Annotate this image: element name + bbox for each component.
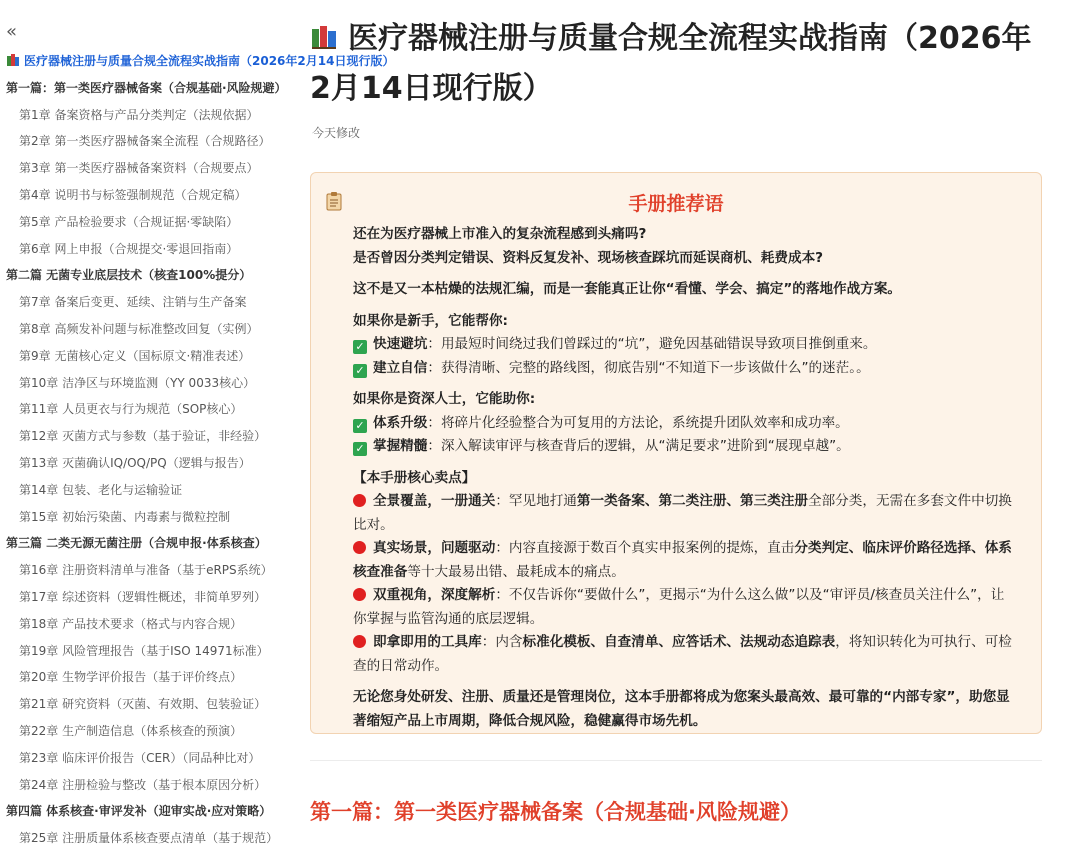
recommendation-callout	[310, 172, 1042, 734]
checkmark-icon: ✓	[353, 442, 367, 456]
benefit-item: ✓ 体系升级：将碎片化经验整合为可复用的方法论，系统提升团队效率和成功率。	[353, 412, 1013, 436]
toc-chapter-item[interactable]	[0, 343, 262, 370]
toc-item-label: 第25章 注册质量体系核查要点清单（基于规范）	[19, 831, 279, 846]
books-icon	[6, 54, 20, 66]
toc-chapter-item[interactable]	[0, 772, 267, 799]
toc-chapter-item[interactable]	[0, 611, 262, 638]
toc-item-label: 医疗器械注册与质量合规全流程实战指南（2026年2月14日现行版）	[24, 54, 395, 68]
toc-item-label: 第17章 综述资料（逻辑性概述，非简单罗列）	[19, 589, 267, 604]
selling-point: 双重视角，深度解析：不仅告诉你“要做什么”，更揭示“为什么这么做”以及“审评员/核查员关注什么”，让你掌握与监管沟通的底层逻辑。	[353, 587, 1005, 627]
selling-point: 即拿即用的工具库：内含标准化模板、自查清单、应答话术、法规动态追踪表，将知识转化为可执行、可检查的日常动作。	[353, 634, 1012, 674]
callout-body	[353, 223, 1013, 733]
toc-item-label: 第13章 灭菌确认IQ/OQ/PQ（逻辑与报告）	[19, 455, 251, 470]
callout-title: 手册推荐语	[628, 193, 724, 215]
toc-item-label: 第一篇：第一类医疗器械备案（合规基础·风险规避）	[6, 80, 287, 95]
toc-chapter-item[interactable]	[0, 236, 262, 263]
toc-item-label: 第14章 包装、老化与运输验证	[19, 482, 183, 497]
toc-chapter-item[interactable]	[0, 477, 262, 504]
toc-part-heading[interactable]	[0, 75, 287, 102]
toc-item-label: 第20章 生物学评价报告（基于评价终点）	[19, 670, 243, 685]
toc-chapter-item[interactable]	[0, 396, 262, 423]
toc-item-label: 第10章 洁净区与环境监测（YY 0033核心）	[19, 375, 256, 390]
red-circle-icon	[353, 588, 366, 601]
toc-chapter-item[interactable]	[0, 155, 262, 182]
toc-item-label: 第2章 第一类医疗器械备案全流程（合规路径）	[19, 134, 271, 149]
toc-chapter-item[interactable]	[0, 289, 262, 316]
toc-item-label: 第22章 生产制造信息（体系核查的预演）	[19, 723, 243, 738]
selling-point: 真实场景，问题驱动：内容直接源于数百个真实申报案例的提炼，直击分类判定、临床评价路径选择、体系核查准备等十大最易出错、最耗成本的痛点。	[353, 540, 1012, 580]
collapse-sidebar-icon[interactable]: «	[6, 21, 18, 42]
toc-chapter-item[interactable]	[0, 718, 262, 745]
toc-part-heading[interactable]	[0, 530, 267, 557]
toc-item-label: 第8章 高频发补问题与标准整改回复（实例）	[19, 321, 259, 336]
toc-item-label: 第12章 灭菌方式与参数（基于验证，非经验）	[19, 429, 267, 444]
toc-item-label: 第1章 备案资格与产品分类判定（法规依据）	[19, 107, 259, 122]
page-title	[310, 14, 1050, 114]
toc-part-heading[interactable]	[0, 798, 272, 825]
toc-item-label: 第24章 注册检验与整改（基于根本原因分析）	[19, 777, 267, 792]
toc-chapter-item[interactable]	[0, 504, 262, 531]
senior-heading: 如果你是资深人士，它能助你:	[353, 391, 536, 407]
toc-item-label: 第15章 初始污染菌、内毒素与微粒控制	[19, 509, 231, 524]
newbie-heading: 如果你是新手，它能帮你:	[353, 312, 508, 329]
toc-chapter-item[interactable]	[0, 584, 267, 611]
toc-chapter-item[interactable]	[0, 557, 273, 584]
toc-part-heading[interactable]	[0, 262, 262, 289]
toc-chapter-item[interactable]	[0, 316, 262, 343]
toc-chapter-item[interactable]	[0, 370, 262, 397]
toc-chapter-item[interactable]	[0, 745, 262, 772]
benefit-item: ✓ 掌握精髓：深入解读审评与核查背后的逻辑，从“满足要求”进阶到“展现卓越”。	[353, 435, 1013, 459]
toc-chapter-item[interactable]	[0, 423, 267, 450]
toc-item-label: 第三篇 二类无源无菌注册（合规申报·体系核查）	[6, 536, 267, 551]
toc-item-label: 第7章 备案后变更、延续、注销与生产备案	[19, 295, 247, 310]
toc-item-label: 第6章 网上申报（合规提交·零退回指南）	[19, 241, 239, 256]
benefit-item: ✓ 快速避坑：用最短时间绕过我们曾踩过的“坑”，避免因基础错误导致项目推倒重来。	[353, 333, 1013, 357]
toc-item-label: 第18章 产品技术要求（格式与内容合规）	[19, 616, 243, 631]
books-icon	[310, 23, 340, 51]
toc-item-label: 第4章 说明书与标签强制规范（合规定稿）	[19, 187, 247, 202]
toc-chapter-item[interactable]	[0, 128, 271, 155]
checkmark-icon: ✓	[353, 419, 367, 433]
toc-chapter-item[interactable]	[0, 182, 262, 209]
question-line: 还在为医疗器械上市准入的复杂流程感到头痛吗?	[353, 226, 647, 242]
toc-item-label: 第11章 人员更衣与行为规范（SOP核心）	[19, 402, 243, 417]
toc-item-label: 第3章 第一类医疗器械备案资料（合规要点）	[19, 161, 259, 176]
benefit-item: ✓ 建立自信：获得清晰、完整的路线图，彻底告别“不知道下一步该做什么”的迷茫。。	[353, 357, 1013, 381]
core-selling-points-heading: 【本手册核心卖点】	[353, 469, 476, 486]
intro-line: 这不是又一本枯燥的法规汇编，而是一套能真正让你“看懂、学会、搞定”的落地作战方案。	[353, 281, 902, 297]
closing-paragraph: 无论您身处研发、注册、质量还是管理岗位，这本手册都将成为您案头最高效、最可靠的“内部专家”，助您显著缩短产品上市周期，降低合规风险，稳健赢得市场先机。	[353, 689, 1010, 729]
toc-item-label: 第二篇 无菌专业底层技术（核查100%提分）	[6, 268, 252, 283]
red-circle-icon	[353, 635, 366, 648]
checkmark-icon: ✓	[353, 364, 367, 378]
toc-item-label: 第21章 研究资料（灭菌、有效期、包装验证）	[19, 697, 267, 712]
selling-point: 全景覆盖，一册通关：罕见地打通第一类备案、第二类注册、第三类注册全部分类，无需在多套文件中切换比对。	[353, 493, 1012, 533]
toc-document-title[interactable]	[0, 48, 395, 75]
toc-chapter-item[interactable]	[0, 450, 262, 477]
toc-item-label: 第16章 注册资料清单与准备（基于eRPS系统）	[19, 563, 273, 578]
page-title-text: 医疗器械注册与质量合规全流程实战指南（2026年2月14日现行版）	[310, 21, 1032, 106]
checkmark-icon: ✓	[353, 340, 367, 354]
question-line: 是否曾因分类判定错误、资料反复发补、现场核查踩坑而延误商机、耗费成本?	[353, 249, 824, 266]
toc-item-label: 第23章 临床评价报告（CER）（同品种比对）	[19, 750, 261, 765]
red-circle-icon	[353, 494, 366, 507]
last-modified-label: 今天修改	[312, 126, 361, 140]
toc-item-label: 第四篇 体系核查·审评发补（迎审实战·应对策略）	[6, 804, 272, 819]
toc-chapter-item[interactable]	[0, 825, 279, 852]
toc-item-label: 第5章 产品检验要求（合规证据·零缺陷）	[19, 214, 239, 229]
toc-chapter-item[interactable]	[0, 102, 262, 129]
section-divider	[310, 760, 1042, 761]
toc-item-label: 第9章 无菌核心定义（国标原文·精准表述）	[19, 348, 251, 363]
section-heading: 第一篇：第一类医疗器械备案（合规基础·风险规避）	[310, 800, 801, 824]
toc-chapter-item[interactable]	[0, 691, 267, 718]
toc-item-label: 第19章 风险管理报告（基于ISO 14971标准）	[19, 643, 269, 658]
toc-chapter-item[interactable]	[0, 638, 269, 665]
toc-chapter-item[interactable]	[0, 209, 262, 236]
toc-chapter-item[interactable]	[0, 664, 262, 691]
document-main	[310, 0, 1050, 846]
red-circle-icon	[353, 541, 366, 554]
